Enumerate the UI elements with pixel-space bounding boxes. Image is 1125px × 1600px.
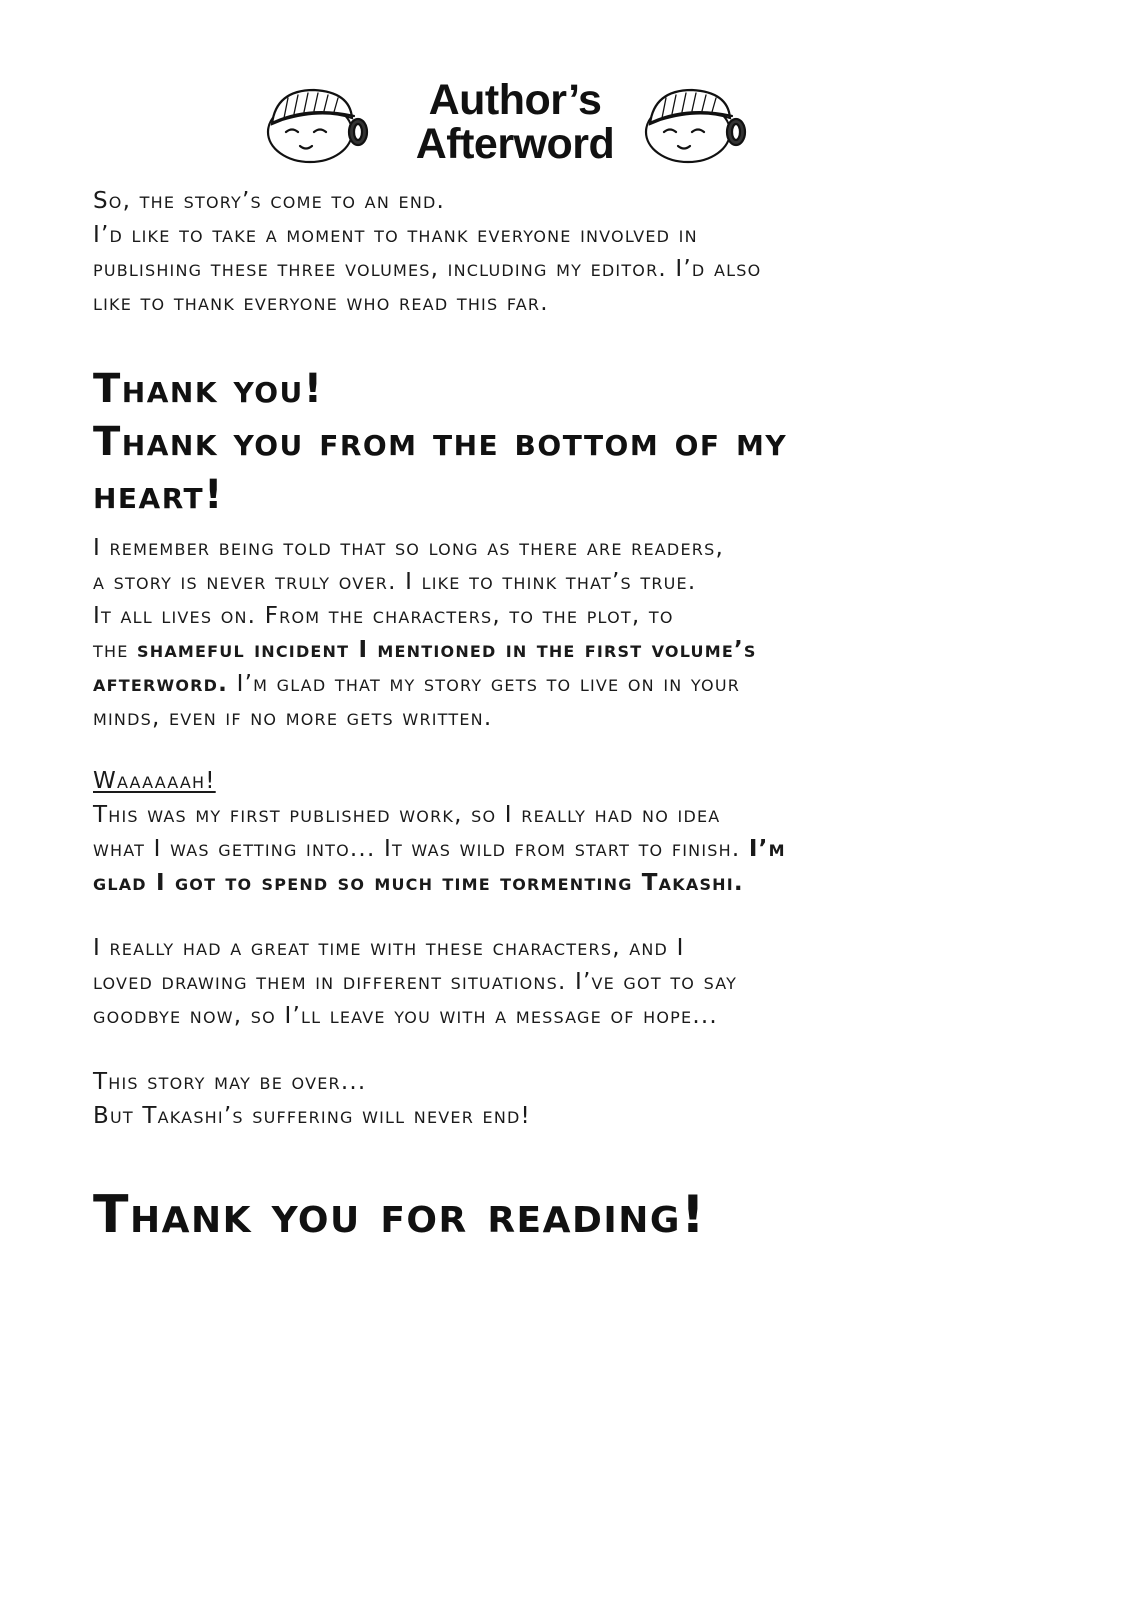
heading-line: Thank you!	[93, 366, 324, 412]
text-line: This story may be over...	[93, 1069, 367, 1095]
text-line	[93, 832, 1043, 866]
text-plain: the	[93, 637, 138, 663]
text-line: It all lives on. From the characters, to the plot, to	[93, 603, 674, 629]
text-line: So, the story’s come to an end.	[93, 188, 446, 214]
text-line: But Takashi’s suffering will never end!	[93, 1103, 531, 1129]
text-line: This was my first published work, so I really had no idea	[93, 802, 721, 828]
thanks-heading	[93, 363, 1043, 522]
text-line: goodbye now, so I’ll leave you with a message of hope...	[93, 1003, 718, 1029]
text-bold: afterword.	[93, 671, 229, 697]
text-line: like to thank everyone who read this far.	[93, 290, 549, 316]
text-line	[93, 667, 1043, 701]
text-bold: shameful incident I mentioned in the first volume’s	[137, 637, 757, 663]
author-mascot-icon	[640, 84, 748, 166]
title-line-2: Afterword	[415, 120, 615, 168]
text-line: loved drawing them in different situations. I’ve got to say	[93, 969, 738, 995]
text-line: a story is never truly over. I like to think that’s true.	[93, 569, 697, 595]
text-line: publishing these three volumes, including my editor. I’d also	[93, 256, 762, 282]
heading-line: heart!	[93, 472, 224, 518]
characters-paragraph	[93, 931, 1043, 1033]
first-work-paragraph	[93, 764, 1043, 900]
page-title	[390, 78, 640, 166]
author-mascot-icon	[262, 84, 370, 166]
afterword-header	[0, 78, 1125, 178]
title-line-1: Author’s	[428, 76, 602, 124]
text-line: glad I got to spend so much time tormenting Takashi.	[93, 870, 744, 896]
text-line: I’d like to take a moment to thank everyone involved in	[93, 222, 698, 248]
heading-line: Thank you from the bottom of my	[93, 419, 788, 465]
text-line: minds, even if no more gets written.	[93, 705, 493, 731]
hope-paragraph	[93, 1065, 1043, 1133]
text-line: I remember being told that so long as there are readers,	[93, 535, 724, 561]
text-line	[93, 633, 1043, 667]
text-plain: what I was getting into... It was wild from start to finish.	[93, 836, 749, 862]
intro-paragraph	[93, 184, 1043, 320]
text-line: I really had a great time with these characters, and I	[93, 935, 685, 961]
text-plain: I’m glad that my story gets to live on in your	[228, 671, 741, 697]
memory-paragraph	[93, 531, 1043, 735]
closing-line: Thank you for reading!	[93, 1185, 707, 1245]
text-bold: I’m	[748, 836, 786, 862]
closing-heading	[93, 1185, 1043, 1245]
exclamation-text: Waaaaaah!	[93, 768, 216, 794]
